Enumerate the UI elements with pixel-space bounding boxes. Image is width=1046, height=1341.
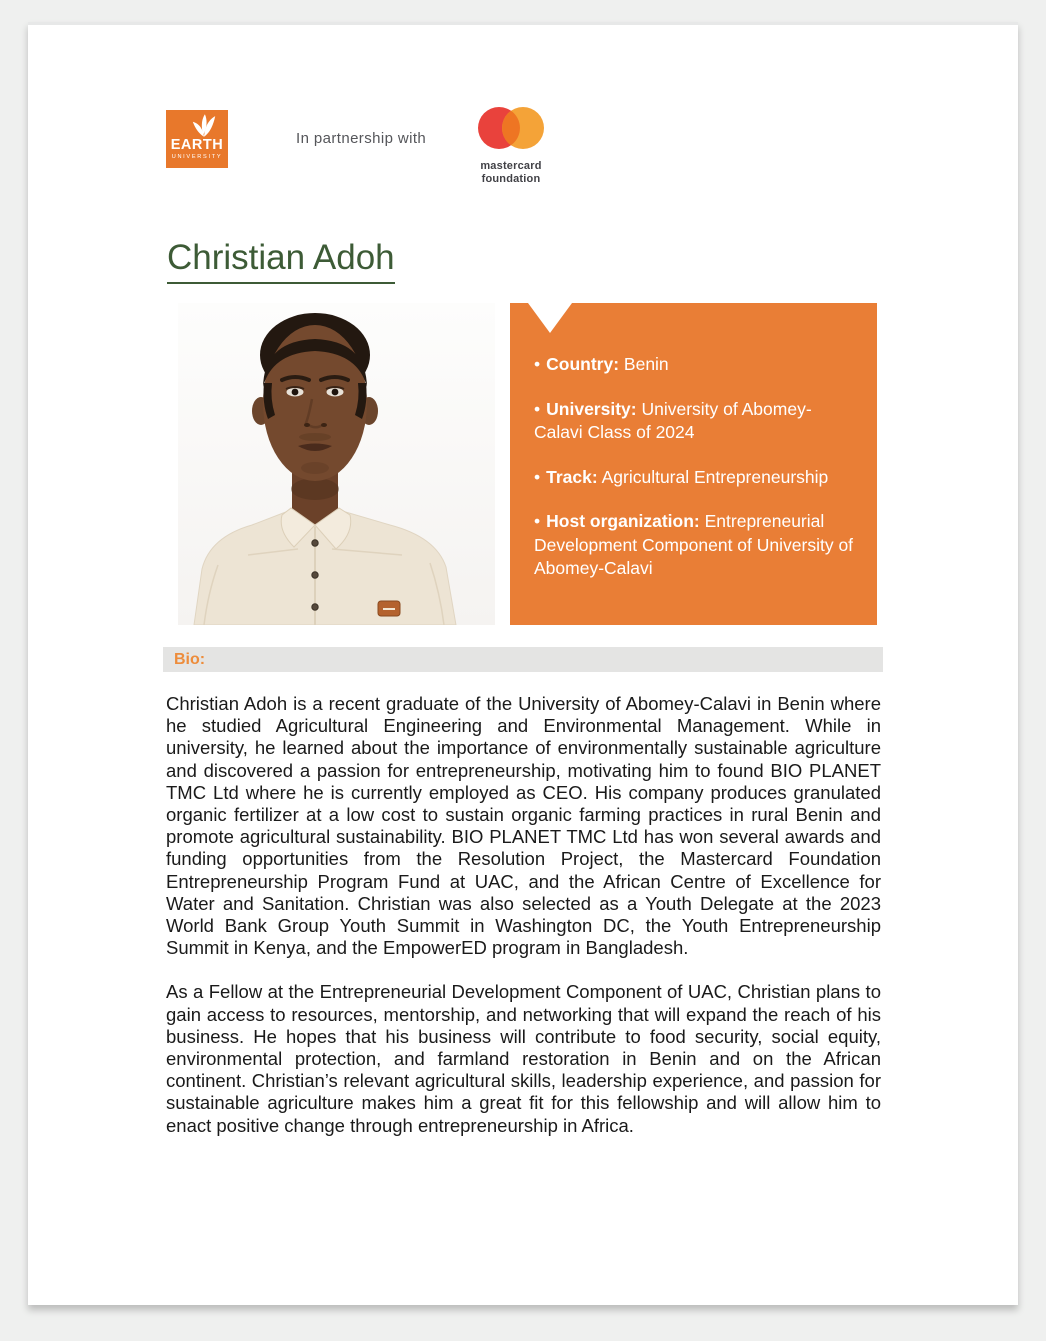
document-page	[28, 22, 1018, 1305]
bullet-icon: •	[534, 398, 541, 419]
portrait-illustration	[178, 303, 495, 625]
mastercard-circles-icon	[478, 106, 544, 152]
detail-host-organization	[534, 510, 857, 581]
earth-logo-name: EARTH	[170, 137, 224, 153]
bio-section-header	[163, 647, 883, 672]
mastercard-wordmark	[466, 160, 556, 185]
bio-paragraph-2: As a Fellow at the Entrepreneurial Development Component of UAC, Christian plans to gain access to resources, mentorship, and networking that will expand the reach of his business. He hopes that his business will contribute to food security, social equity, environmental protection, and farmland restoration in Benin and on the African continent. Christian’s relevant agricultural skills, leadership experience, and passion for sustainable agriculture makes him a great fit for this fellowship and will allow him to enact positive change through entrepreneurship in Africa.	[166, 981, 881, 1136]
bio-paragraph-1: Christian Adoh is a recent graduate of the University of Abomey-Calavi in Benin where he studied Agricultural Engineering and Environmental Management. While in university, he learned about the importance of environmentally sustainable agriculture and discovered a passion for entrepreneurship, motivating him to found BIO PLANET TMC Ltd where he is currently employed as CEO. His company produces granulated organic fertilizer at a low cost to sustain organic farming practices in rural Benin and promote agricultural sustainability. BIO PLANET TMC Ltd has won several awards and funding opportunities from the Resolution Project, the Mastercard Foundation Entrepreneurship Program Fund at UAC, and the African Centre of Excellence for Water and Sanitation. Christian was also selected as a Youth Delegate at the 2023 World Bank Group Youth Summit in Washington DC, the Youth Entrepreneurship Summit in Kenya, and the EmpowerED program in Bangladesh.	[166, 693, 881, 959]
profile-photo	[178, 303, 495, 625]
bullet-icon: •	[534, 466, 541, 487]
earth-university-logo	[166, 110, 228, 168]
partnership-text: In partnership with	[296, 130, 427, 147]
page-top-edge	[28, 22, 1018, 25]
detail-country-label: Country:	[546, 354, 620, 374]
detail-country	[534, 353, 857, 377]
detail-track-label: Track:	[546, 466, 598, 487]
detail-university	[534, 398, 857, 445]
earth-plant-icon	[190, 114, 218, 137]
info-box-notch	[528, 303, 572, 333]
mastercard-wordmark-line1: mastercard	[480, 160, 542, 172]
page-title: Christian Adoh	[167, 238, 395, 284]
detail-track-value: Agricultural Entrepreneurship	[597, 466, 829, 487]
bio-body	[166, 693, 881, 1137]
mastercard-wordmark-line2: foundation	[481, 172, 541, 185]
detail-university-label: University:	[546, 398, 637, 419]
bullet-icon: •	[534, 511, 541, 531]
detail-university-value: University of Abomey-Calavi Class of 2024	[534, 398, 812, 442]
detail-host-organization-value: Entrepreneurial Development Component of University of Abomey-Calavi	[534, 511, 854, 578]
bullet-icon: •	[534, 354, 541, 374]
earth-logo-subname: UNIVERSITY	[171, 154, 223, 160]
detail-country-value: Benin	[619, 354, 669, 374]
mastercard-foundation-logo	[466, 106, 556, 185]
detail-track	[534, 466, 857, 490]
profile-info-box	[510, 303, 877, 625]
detail-host-organization-label: Host organization:	[546, 511, 700, 531]
bio-heading: Bio:	[174, 650, 206, 668]
